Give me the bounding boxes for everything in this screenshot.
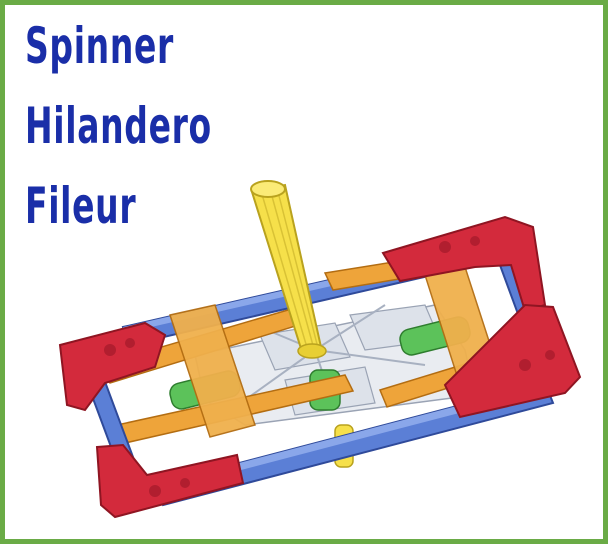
title-spanish: Hilandero <box>25 97 212 155</box>
title-block <box>25 17 308 261</box>
title-french: Fileur <box>25 177 137 235</box>
title-english: Spinner <box>25 17 174 75</box>
red-corner-top-left <box>60 323 165 410</box>
red-corner-bottom-left <box>97 445 243 517</box>
